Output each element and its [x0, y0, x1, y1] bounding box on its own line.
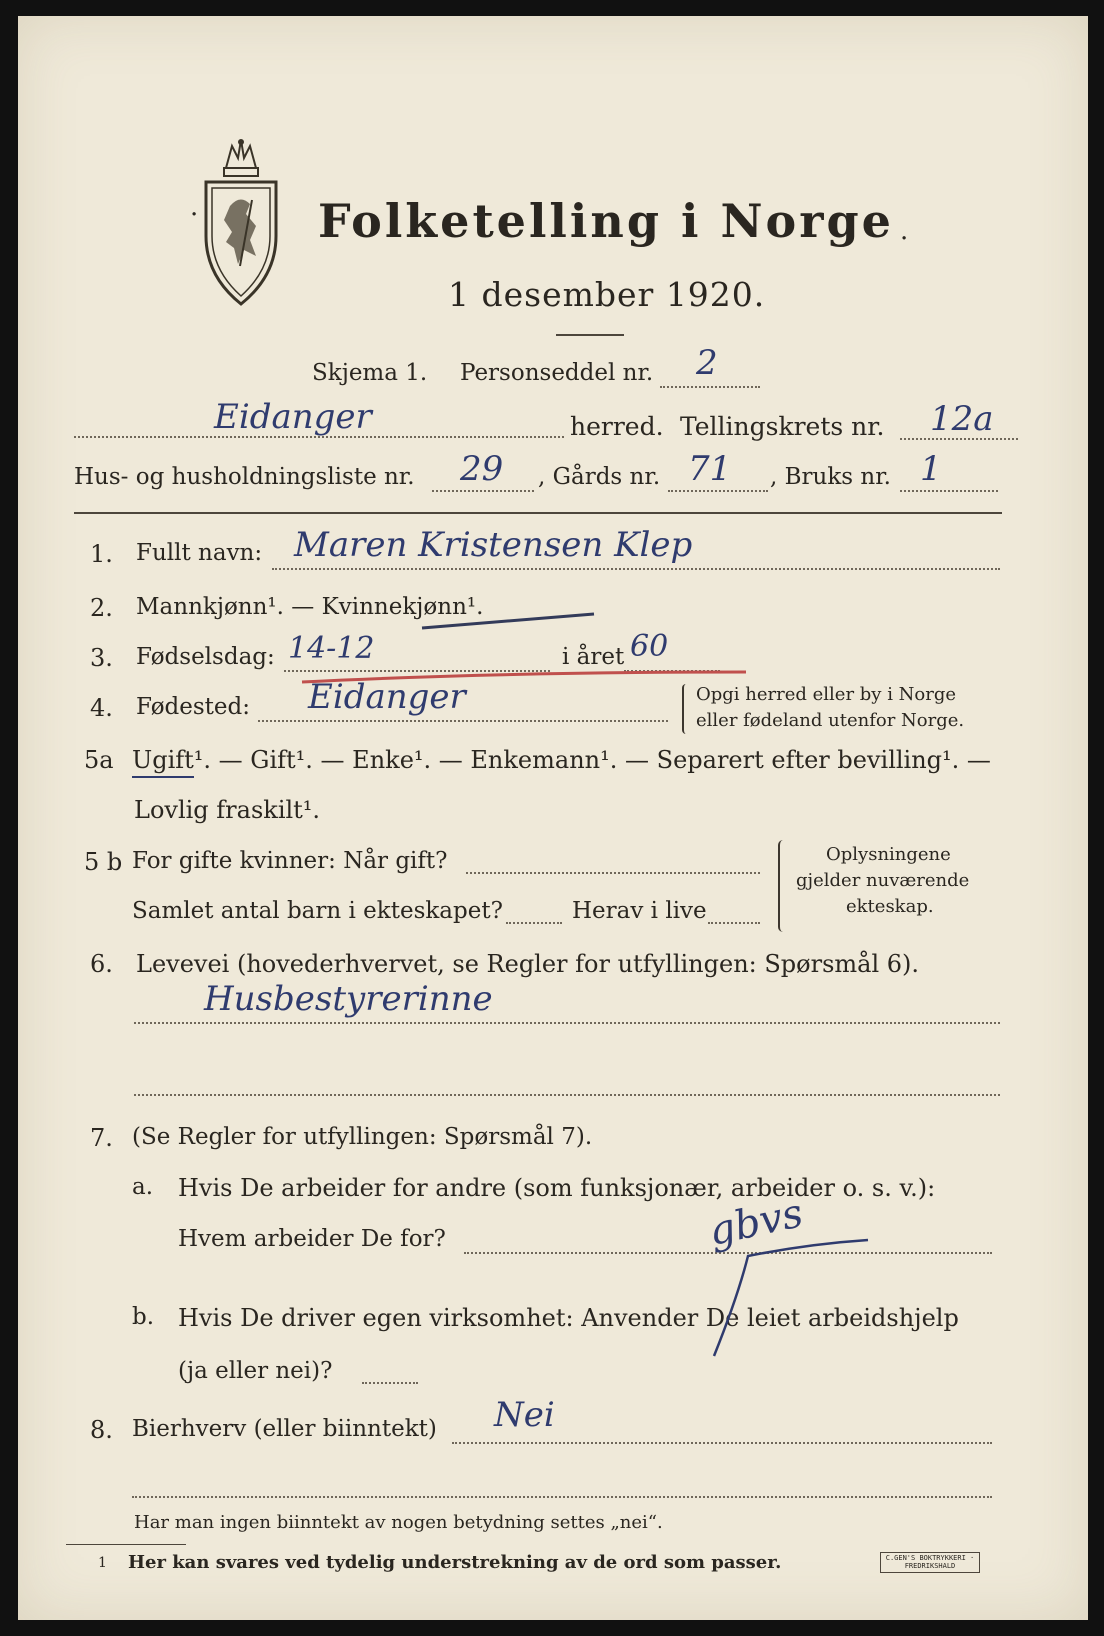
kvinnekjonn-underline-mark [418, 606, 598, 636]
q4-note-brace [682, 684, 690, 734]
q3-value: 14-12 [288, 631, 375, 666]
printer-stamp: C.GEN'S BOKTRYKKERI · FREDRIKSHALD [880, 1552, 980, 1573]
q7b-line2: (ja eller nei)? [178, 1358, 333, 1384]
hus-line [432, 490, 534, 492]
q2-label: Mannkjønn¹. — Kvinnekjønn¹. [136, 594, 484, 620]
q6-line2 [134, 1094, 1000, 1096]
q5b-note-line3: ekteskap. [846, 896, 934, 917]
q5b-barn-line [506, 922, 562, 924]
q6-line1 [134, 1022, 1000, 1024]
q5b-note-line2: gjelder nuværende [796, 870, 970, 891]
herred-value: Eidanger [214, 397, 372, 437]
q7b-number: b. [132, 1304, 155, 1330]
footnote-divider [66, 1544, 186, 1545]
tellingskrets-label: Tellingskrets nr. [680, 412, 885, 441]
q8-number: 8. [90, 1416, 113, 1444]
q8-label: Bierhverv (eller biinntekt) [132, 1416, 437, 1442]
census-form [18, 16, 1088, 1620]
q7-strikethrough-mark [708, 1236, 878, 1366]
q4-label: Fødested: [136, 694, 251, 720]
q4-value: Eidanger [308, 677, 466, 717]
q1-line [272, 568, 1000, 570]
q3-number: 3. [90, 644, 113, 672]
gards-line [668, 490, 768, 492]
q5b-note-line1: Oplysningene [826, 844, 951, 865]
coat-of-arms-icon [200, 136, 282, 308]
title-end-dot: · [900, 224, 909, 254]
q4-note-line1: Opgi herred eller by i Norge [696, 684, 957, 705]
q5b-line2a: Samlet antal barn i ekteskapet? [132, 898, 503, 924]
q5b-live-line [708, 922, 760, 924]
personseddel-value: 2 [696, 343, 718, 383]
personseddel-label: Personseddel nr. [460, 360, 654, 386]
q6-number: 6. [90, 950, 113, 978]
footnote-text: Her kan svares ved tydelig understrekning av de ord som passer. [128, 1552, 782, 1573]
q5b-number: 5 b [84, 848, 123, 876]
q3-year-value: 60 [630, 629, 669, 664]
title-dot: · [190, 200, 199, 230]
footnote-mark: 1 [98, 1555, 107, 1571]
q3-year-label: i året [562, 644, 625, 670]
q2-number: 2. [90, 594, 113, 622]
q7b-line [362, 1382, 418, 1384]
q4-number: 4. [90, 694, 113, 722]
herred-label: herred. [570, 412, 664, 441]
q1-number: 1. [90, 540, 113, 568]
form-title: Folketelling i Norge [318, 194, 894, 248]
gards-label: , Gårds nr. [538, 464, 661, 490]
bruks-label: , Bruks nr. [770, 464, 891, 490]
ugift-underline [132, 776, 194, 778]
bruks-line [900, 490, 998, 492]
q8-line2 [132, 1496, 992, 1498]
q4-note-line2: eller fødeland utenfor Norge. [696, 710, 965, 731]
q5b-note-brace [778, 840, 788, 932]
q1-label: Fullt navn: [136, 540, 263, 566]
tellingskrets-value: 12a [930, 399, 994, 439]
q5a-number: 5a [84, 746, 114, 774]
gards-value: 71 [688, 449, 732, 489]
q6-label: Levevei (hovederhvervet, se Regler for utfyllingen: Spørsmål 6). [136, 950, 920, 978]
q4-line [258, 720, 668, 722]
q7a-line2: Hvem arbeider De for? [178, 1226, 446, 1252]
q5a-line2: Lovlig fraskilt¹. [134, 796, 321, 824]
q7-label: (Se Regler for utfyllingen: Spørsmål 7). [132, 1124, 593, 1150]
footer-note: Har man ingen biinntekt av nogen betydning settes „nei“. [134, 1512, 663, 1533]
q6-value: Husbestyrerinne [204, 979, 493, 1019]
q5b-gift-line [466, 872, 760, 874]
personseddel-line [660, 386, 760, 388]
census-date: 1 desember 1920. [448, 275, 766, 314]
q7-number: 7. [90, 1124, 113, 1152]
title-divider [556, 334, 624, 336]
q8-line1 [452, 1442, 992, 1444]
section-divider [74, 512, 1002, 514]
q7a-number: a. [132, 1174, 154, 1200]
q7a-line1: Hvis De arbeider for andre (som funksjonær, arbeider o. s. v.): [178, 1174, 936, 1202]
q3-label: Fødselsdag: [136, 644, 275, 670]
skjema-label: Skjema 1. [312, 360, 428, 386]
hus-label: Hus- og husholdningsliste nr. [74, 464, 415, 490]
q5a-line1: Ugift¹. — Gift¹. — Enke¹. — Enkemann¹. — Separert efter bevilling¹. — [132, 746, 991, 774]
q5b-line2b: Herav i live [572, 898, 707, 924]
q7b-line1: Hvis De driver egen virksomhet: Anvender De leiet arbeidshjelp [178, 1304, 959, 1332]
q5b-line1: For gifte kvinner: Når gift? [132, 848, 448, 874]
q7-struck-value: gbvs [705, 1190, 807, 1255]
bruks-value: 1 [920, 449, 942, 489]
q1-value: Maren Kristensen Klep [294, 525, 693, 565]
q8-value: Nei [494, 1395, 555, 1435]
hus-value: 29 [460, 449, 504, 489]
